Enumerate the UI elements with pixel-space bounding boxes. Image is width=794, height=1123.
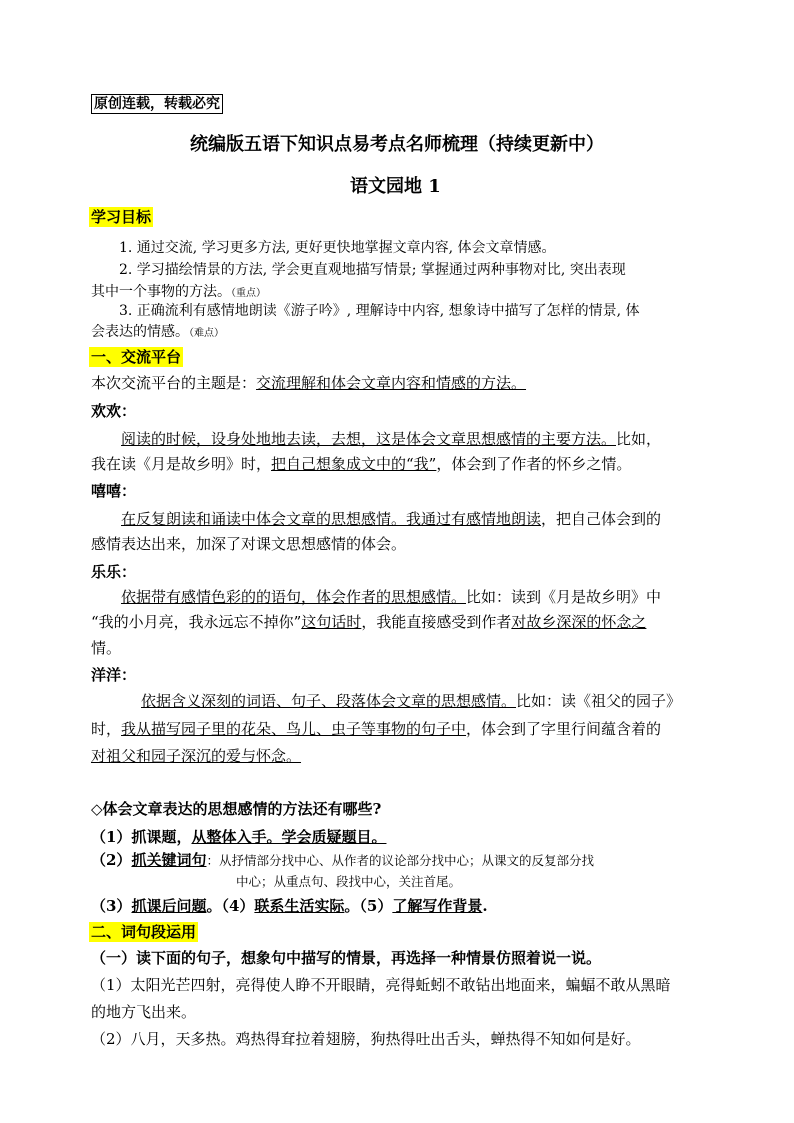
- lele-u1: 这句话时: [301, 613, 362, 631]
- xixi-u2: 我通过有感情地朗读: [406, 510, 542, 528]
- method-2-num: （2）: [91, 851, 132, 869]
- goals-label: 学习目标: [91, 208, 152, 226]
- yangyang-line-2: [91, 718, 661, 740]
- method-2: [91, 849, 594, 872]
- methods-3-5: [91, 895, 488, 917]
- speaker-huanhuan: 欢欢：: [91, 402, 137, 420]
- yangyang-line-3: [91, 745, 301, 767]
- huanhuan-example-lead: 比如，: [616, 430, 662, 448]
- copyright-notice: 原创连载，转载必究: [91, 94, 223, 114]
- goal-2-tag: （重点）: [231, 288, 266, 299]
- intro-theme: 交流理解和体会文章内容和情感的方法。: [256, 374, 527, 392]
- yangyang-l2-rest: ，体会到了字里行间蕴含着的: [466, 720, 662, 738]
- method-2-lead: 抓关键词句: [131, 851, 207, 869]
- goal-2-text: 其中一个事物的方法。: [91, 284, 231, 300]
- lele-l2-b: ，我能直接感受到作者: [361, 613, 512, 631]
- huanhuan-l2-rest: ，体会到了作者的怀乡之情。: [436, 455, 632, 473]
- xixi-line-2: 感情表达出来，加深了对课文思想感情的体会。: [91, 535, 407, 553]
- yangyang-line-1: [141, 690, 681, 712]
- huanhuan-l2-a: 我在读《月是故乡明》时，: [91, 455, 272, 473]
- goal-3-text: 会表达的情感。: [91, 324, 189, 340]
- method-3-num: （3）: [91, 897, 132, 915]
- sentence-1-line-2: 的地方飞出来。: [91, 1003, 197, 1021]
- method-end: .: [482, 897, 488, 915]
- goal-2-line-1: 2. 学习描绘情景的方法, 学会更直观地描写情景; 掌握通过两种事物对比, 突出表现: [119, 262, 626, 278]
- method-2-note: ：从抒情部分找中心、从作者的议论部分找中心；从课文的反复部分找: [206, 853, 594, 868]
- lele-quote: “我的小月亮，我永远忘不掉你”: [91, 613, 302, 631]
- lele-u2: 对故乡深深的怀念之: [511, 613, 647, 631]
- goal-3-tag: （难点）: [189, 328, 224, 339]
- goal-3-line-2: [91, 322, 224, 344]
- lele-line-3: 情。: [91, 639, 122, 657]
- lele-rest: 比如：读到《月是故乡明》中: [466, 588, 662, 606]
- page-title: 统编版五语下知识点易考点名师梳理（持续更新中）: [190, 134, 604, 155]
- huanhuan-main: 阅读的时候，设身处地地去读，去想，这是体会文章思想感情的主要方法。: [121, 430, 617, 448]
- xixi-line-1: [121, 508, 661, 530]
- method-1: [91, 826, 386, 848]
- speaker-lele: 乐乐：: [91, 563, 137, 581]
- speaker-xixi: 嘻嘻：: [91, 482, 137, 500]
- speaker-yangyang: 洋洋：: [91, 666, 137, 684]
- method-1-lead: （1）抓课题，: [91, 828, 192, 846]
- intro-prefix: 本次交流平台的主题是：: [91, 374, 257, 392]
- yangyang-u2: 事物的句子中: [376, 720, 467, 738]
- method-1-detail: 从整体入手。学会质疑题目。: [191, 828, 387, 846]
- lele-line-2: [91, 611, 646, 633]
- section-2-task: （一）读下面的句子，想象句中描写的情景，再选择一种情景仿照着说一说。: [91, 949, 602, 967]
- method-2-note-line-2: 中心；从重点句、段找中心，关注首尾。: [236, 874, 462, 889]
- sentence-1-line-1: （1）太阳光芒四射，亮得使人睁不开眼睛，亮得蚯蚓不敢钻出地面来，蝙蝠不敢从黑暗: [91, 976, 671, 994]
- section-2-label: 二、词句段运用: [91, 923, 197, 941]
- yangyang-rest: 比如：读《祖父的园子》: [516, 692, 682, 710]
- methods-question: ◇体会文章表达的思想感情的方法还有哪些?: [91, 800, 382, 818]
- method-3-text: 抓课后问题: [131, 897, 207, 915]
- method-4-num: 。（4）: [206, 897, 255, 915]
- yangyang-u3: 对祖父和园子深沉的爱与怀念。: [91, 747, 302, 765]
- xixi-u1: 在反复朗读和诵读中体会文章的思想感情。: [121, 510, 407, 528]
- method-5-text: 了解写作背景: [392, 897, 483, 915]
- sentence-2: （2）八月，天多热。鸡热得耷拉着翅膀，狗热得吐出舌头，蝉热得不知如何是好。: [91, 1030, 641, 1048]
- section-1-label: 一、交流平台: [91, 348, 182, 366]
- huanhuan-l2-u: 把自己想象成文中的“我”: [271, 455, 437, 473]
- yangyang-main: 依据含义深刻的词语、句子、段落体会文章的思想感情。: [141, 692, 517, 710]
- section-1-intro: [91, 372, 526, 394]
- lele-main: 依据带有感情色彩的的语句，体会作者的思想感情。: [121, 588, 467, 606]
- yangyang-u1: 我从描写园子里的花朵、鸟儿、虫子等: [121, 720, 377, 738]
- goal-1: 1. 通过交流, 学习更多方法, 更好更快地掌握文章内容, 体会文章情感。: [119, 240, 556, 256]
- page-subtitle: 语文园地 1: [350, 176, 441, 197]
- huanhuan-line-2: [91, 453, 631, 475]
- method-4-text: 联系生活实际: [254, 897, 345, 915]
- lele-line-1: [121, 586, 661, 608]
- xixi-rest: ，把自己体会到的: [541, 510, 662, 528]
- yangyang-l2-a: 时，: [91, 720, 122, 738]
- huanhuan-line-1: [121, 428, 661, 450]
- goal-3-line-1: 3. 正确流利有感情地朗读《游子吟》, 理解诗中内容, 想象诗中描写了怎样的情景, 体: [119, 303, 640, 319]
- method-5-num: 。（5）: [344, 897, 393, 915]
